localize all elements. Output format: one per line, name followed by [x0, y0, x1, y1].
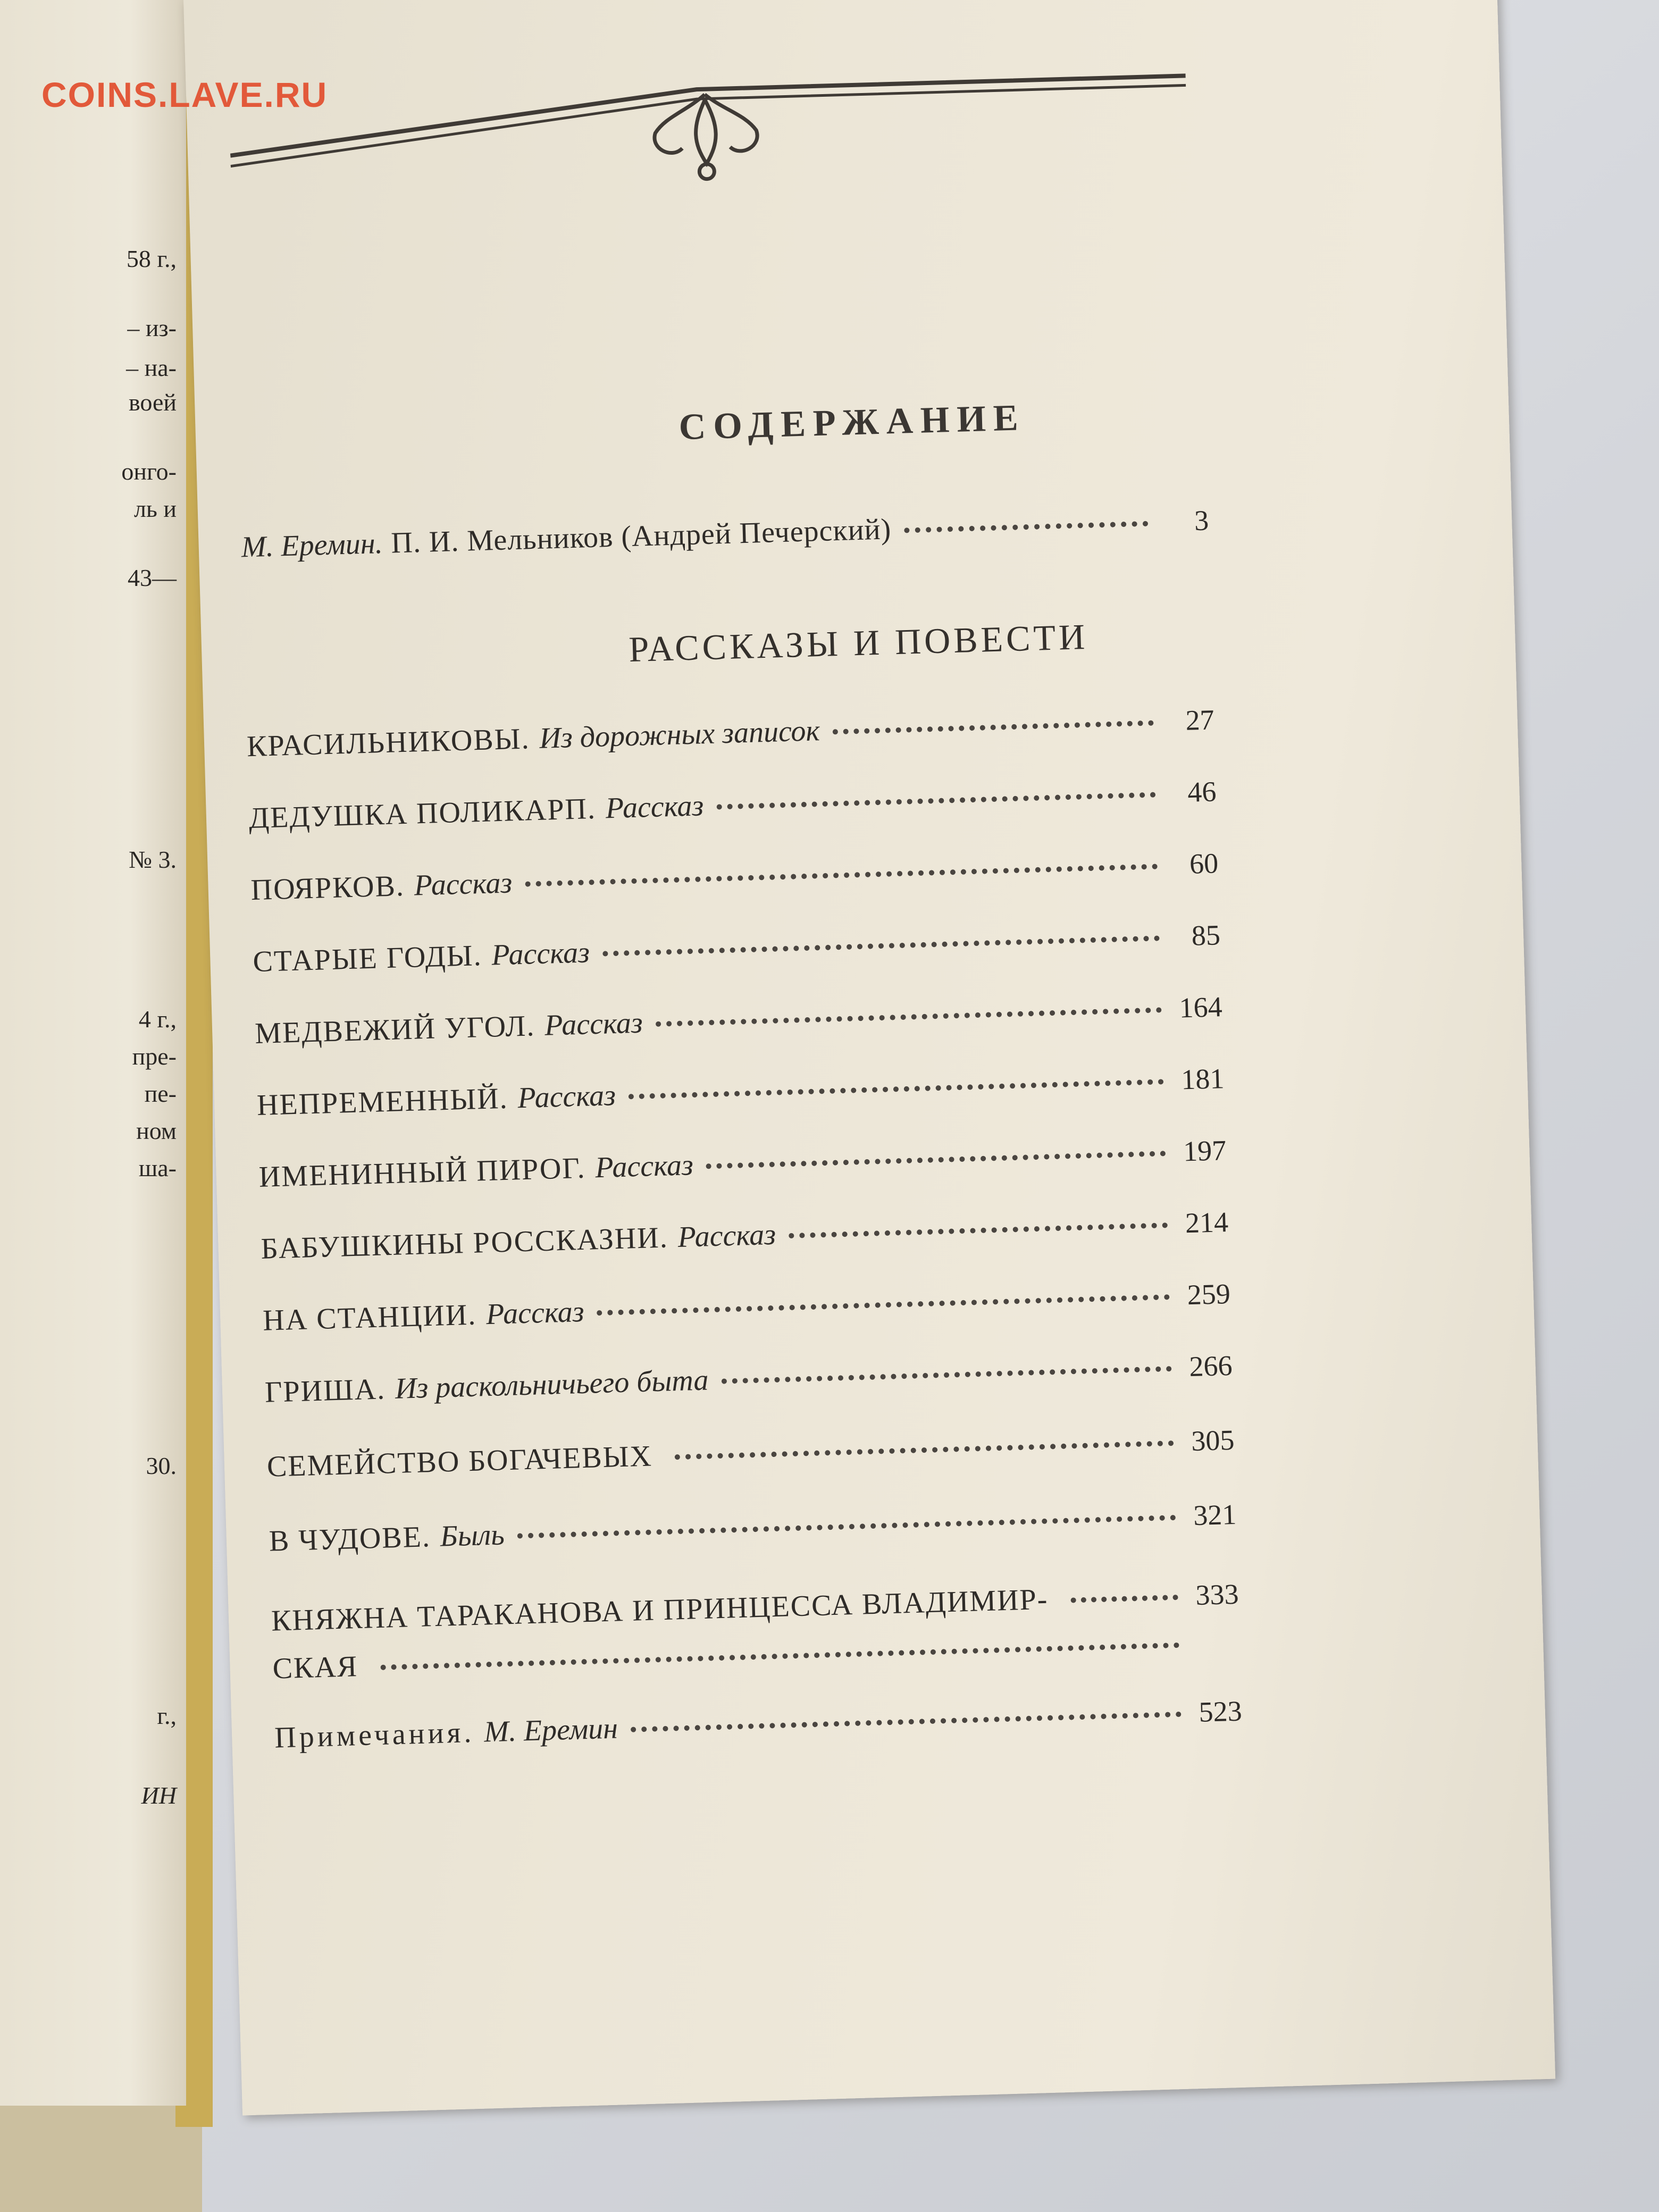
toc-entry [246, 702, 1215, 772]
ornament-divider [229, 65, 1188, 198]
left-page-fragment: – из- [127, 314, 177, 341]
dot-leader [602, 935, 1160, 956]
entry-title: В ЧУДОВЕ. [269, 1520, 431, 1558]
contents-heading: СОДЕРЖАНИЕ [678, 397, 1026, 448]
page-number: 214 [1185, 1206, 1229, 1239]
entry-title: СТАРЫЕ ГОДЫ. [252, 939, 483, 979]
page-number: 181 [1180, 1062, 1225, 1096]
page-number: 3 [1194, 504, 1209, 537]
left-page-fragment: № 3. [129, 846, 177, 873]
toc-entry [248, 774, 1217, 844]
left-page-fragment: 43— [128, 564, 177, 591]
entry-title: НА СТАНЦИИ. [262, 1298, 477, 1337]
entry-title: СКАЯ [272, 1650, 359, 1686]
dot-leader [655, 1007, 1161, 1027]
left-page-fragment: г., [157, 1702, 177, 1729]
dot-leader [706, 1151, 1166, 1169]
toc-entry [256, 1061, 1225, 1131]
toc-intro-entry [241, 504, 1210, 573]
entry-title: ИМЕНИННЫЙ ПИРОГ. [258, 1151, 586, 1194]
entry-subtitle: Быль [439, 1518, 505, 1553]
dot-leader [517, 1515, 1176, 1539]
dot-leader [525, 864, 1158, 886]
entry-title: СЕМЕЙСТВО БОГАЧЕВЫХ [266, 1439, 653, 1484]
page-number: 46 [1187, 775, 1217, 808]
left-page-fragment: пе- [144, 1080, 177, 1107]
notes-author: М. Еремин [483, 1712, 618, 1749]
page-number: 60 [1189, 847, 1219, 880]
entry-subtitle: Рассказ [517, 1079, 616, 1115]
toc-entry [250, 846, 1219, 916]
dot-leader [597, 1294, 1170, 1316]
entry-title: ПОЯРКОВ. [250, 869, 405, 907]
toc-entry [258, 1133, 1227, 1203]
dot-leader [1070, 1595, 1178, 1603]
entry-title: КРАСИЛЬНИКОВЫ. [246, 722, 531, 764]
notes-label: Примечания. [274, 1716, 475, 1755]
entry-subtitle: Рассказ [491, 936, 590, 972]
section-heading: РАССКАЗЫ И ПОВЕСТИ [628, 616, 1089, 670]
dot-leader [721, 1366, 1171, 1384]
entry-title: ДЕДУШКА ПОЛИКАРП. [248, 792, 597, 835]
left-page-fragment: 30. [146, 1452, 177, 1479]
left-page-fragment: пре- [132, 1043, 177, 1070]
page-number: 321 [1193, 1498, 1237, 1532]
entry-title: КНЯЖНА ТАРАКАНОВА И ПРИНЦЕССА ВЛАДИМИР- [271, 1582, 1049, 1638]
contents-page [183, 0, 1555, 2115]
entry-subtitle: Рассказ [413, 866, 513, 902]
entry-subtitle: Рассказ [544, 1006, 643, 1042]
page-number: 197 [1183, 1134, 1227, 1168]
dot-leader [629, 1079, 1164, 1099]
toc-notes-entry [274, 1694, 1243, 1764]
entry-subtitle: Из дорожных записок [539, 714, 820, 755]
toc-entry [263, 1277, 1231, 1346]
intro-title: П. И. Мельников (Андрей Печерский) [390, 513, 892, 560]
page-number [1193, 1652, 1241, 1653]
left-page [0, 0, 186, 2106]
entry-subtitle: Рассказ [605, 789, 705, 825]
page-number: 523 [1198, 1695, 1243, 1728]
toc-entry [266, 1423, 1235, 1493]
page-number: 85 [1191, 919, 1221, 952]
left-page-fragment: воей [128, 389, 177, 416]
page-number: 259 [1186, 1277, 1231, 1311]
entry-title: ГРИША. [264, 1372, 386, 1409]
left-page-fragment: онго- [121, 458, 177, 485]
watermark: COINS.LAVE.RU [41, 75, 328, 114]
page-number: 305 [1191, 1423, 1235, 1457]
right-page [183, 0, 1555, 2115]
page-number: 266 [1188, 1349, 1233, 1383]
left-page-fragment: ша- [138, 1154, 177, 1182]
left-page-fragment: ль и [133, 495, 177, 522]
toc-entry [264, 1348, 1233, 1418]
dot-leader [631, 1712, 1182, 1732]
dot-leader [380, 1643, 1179, 1670]
page-number: 164 [1178, 991, 1223, 1024]
toc-entry [269, 1497, 1237, 1567]
entry-subtitle: Рассказ [485, 1295, 585, 1331]
entry-title: БАБУШКИНЫ РОССКАЗНИ. [260, 1221, 669, 1266]
toc-entry [254, 990, 1223, 1059]
left-page-fragment: ном [136, 1117, 177, 1144]
entry-subtitle: Из раскольничьего быта [395, 1363, 709, 1405]
left-page-fragment: ИН [141, 1782, 177, 1809]
left-page-fragment: 4 г., [138, 1006, 177, 1033]
entry-subtitle: Рассказ [677, 1218, 776, 1254]
toc-entry [253, 918, 1221, 987]
toc-entry [261, 1205, 1229, 1275]
dot-leader [833, 720, 1154, 735]
entry-title: НЕПРЕМЕННЫЙ. [256, 1082, 509, 1122]
left-page-fragment: 58 г., [126, 245, 177, 272]
page-number: 333 [1195, 1578, 1239, 1612]
dot-leader [789, 1222, 1168, 1238]
page-number: 27 [1185, 703, 1215, 736]
dot-leader [716, 792, 1155, 810]
dot-leader [675, 1440, 1174, 1460]
left-page-fragment: – на- [126, 354, 177, 381]
dot-leader [904, 521, 1148, 533]
entry-subtitle: Рассказ [594, 1149, 694, 1185]
intro-author: М. Еремин. [240, 526, 383, 564]
entry-title: МЕДВЕЖИЙ УГОЛ. [254, 1009, 536, 1050]
